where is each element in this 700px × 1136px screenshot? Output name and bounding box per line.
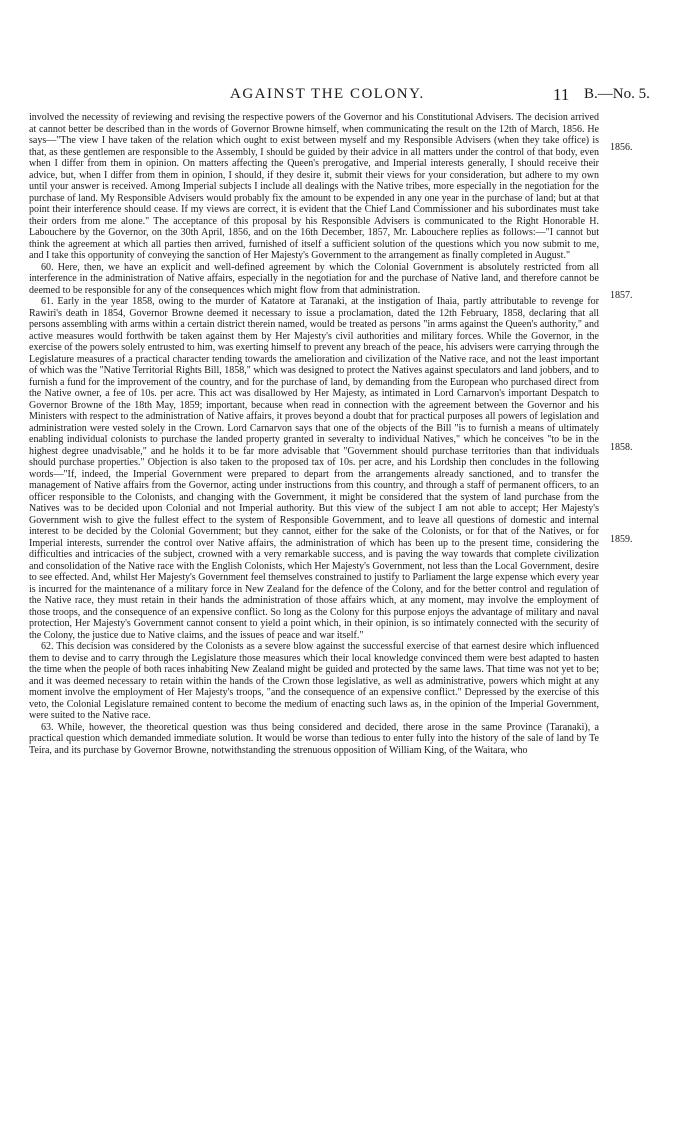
paragraph-63: 63. While, however, the theoretical question was thus being considered and decided, there arose in the same Province (Taranaki), a practical question which demanded immediate solution. It would be worse than tedious to enter fully into the history of the sale of land by Te Teira, and its purchase by Governor Browne, notwithstanding the strenuous opposition of William King, of the Waitara, who	[29, 721, 599, 756]
paragraph-62: 62. This decision was considered by the Colonists as a severe blow against the successful exercise of that earnest desire which influenced them to devise and to carry through the Legislature those measures which their local knowledge convinced them were best adapted to hasten the time when the people of both races inhabiting New Zealand might be guided and protected by the same laws. That time was not yet to be; and it was deemed necessary to retain within the hands of the Crown those legislative, as well as administrative, powers which might at any moment involve the employment of Her Majesty's troops, "and the consequence of an expensive conflict." Depressed by the exercise of this veto, the Colonial Legislature remained content to become the medium of enacting such laws as, in the opinion of the Imperial Government, were suited to the Native race.	[29, 641, 599, 721]
body-text	[29, 112, 599, 756]
running-title: AGAINST THE COLONY.	[230, 86, 425, 102]
page-number: 11	[553, 85, 570, 104]
paragraph-61: 61. Early in the year 1858, owing to the murder of Katatore at Taranaki, at the instigation of Ihaia, partly attributable to revenge for Rawiri's death in 1854, Governor Browne deemed it necessary to issue a proclamation, dated the 12th February, 1858, declaring that all persons assembling with arms within a certain district therein named, would be treated as persons "in arms against the Queen's authority," and active measures would forthwith be taken against them by Her Majesty's civil authorities and military forces. While the Governor, in the exercise of the powers solely entrusted to him, was exerting himself to prevent any breach of the peace, his advisers were carrying through the Legislature measures of a practical character tending towards the amelioration and civilization of the Native race, and not the least important of which was the "Native Territorial Rights Bill, 1858," which was designed to protect the Natives against speculators and land jobbers, and to furnish a fund for the improvement of the country, and for the purchase of land, by demanding from the European who purchased direct from the Native owner, a fee of 10s. per acre. This act was disallowed by Her Majesty, as intimated in Lord Carnarvon's important Despatch to Governor Browne of the 18th May, 1859; important, because when read in connection with the agreement between the Governor and his Ministers with respect to the administration of Native affairs, it proves beyond a doubt that for practical purposes all powers of legislation and administration were vested solely in the Crown. Lord Carnarvon says that one of the objects of the Bill "is to furnish a means of ultimately enabling individual colonists to purchase the landed property granted in severalty to individual Natives," which he conceives "to be in the highest degree unadvisable," and he holds it to be far more advisable that "Government should purchase territories than that individuals should purchase properties." Objection is also taken to the proposed tax of 10s. per acre, and his Lordship then concludes in the following words—"If, indeed, the Imperial Government were prepared to depart from the arrangements already sanctioned, and to transfer the management of Native affairs from the Governor, acting under instructions from this country, and through a staff of permanent officers, to an officer responsible to the Colonists, and changing with the Government, it might be considered that the system of land purchase from the Natives was to be decided upon Colonial and not Imperial authority. But this view of the subject I am not able to accept; Her Majesty's Government wish to give the fullest effect to the system of Responsible Government, and to leave all questions of domestic and internal interest to be decided by the Colonial Government; but they cannot, either for the sake of the Colonists, or for that of the Natives, or for Imperial interests, surrender the control over Native affairs, the administration of which has been up to the present time, considering the difficulties and intricacies of the subject, crowned with a very remarkable success, and is paving the way towards that complete civilization and consolidation of the Native race with the English Colonists, which Her Majesty's Government, not less than the Local Government, desire to see effected. And, whilst Her Majesty's Government feel themselves constrained to justify to Parliament the large expense which every year is incurred for the maintenance of a military force in New Zealand for the defence of the Colony, and for the better control and regulation of the Native race, they must retain in their hands the administration of those affairs which, at any moment, may involve the employment of those troops, and the consequence of an expensive conflict. So long as the Colony for this purpose enjoys the advantage of military and naval protection, Her Majesty's Government cannot consent to yield a point which, in their opinion, is so intimately connected with the security of the Colony, the justice due to Native claims, and the issues of peace and war itself."	[29, 296, 599, 641]
paragraph-60: 60. Here, then, we have an explicit and well-defined agreement by which the Colonial Government is absolutely restricted from all interference in the administration of Native affairs, especially in the negotiation for and the purchase of Native land, and therefore cannot be deemed to be responsible for any of the consequences which might flow from that administration.	[29, 261, 599, 296]
margin-year: 1856.	[610, 142, 633, 153]
margin-year: 1857.	[610, 290, 633, 301]
document-reference: B.—No. 5.	[584, 86, 650, 102]
margin-year: 1859.	[610, 534, 633, 545]
page-header	[0, 86, 700, 106]
margin-year: 1858.	[610, 442, 633, 453]
paragraph-continued: involved the necessity of reviewing and revising the respective powers of the Governor and his Constitutional Advisers. The decision arrived at cannot better be described than in the words of Governor Browne himself, when communicating the result on the 12th of March, 1856. He says—"The view I have taken of the relation which ought to exist between myself and my Responsible Advisers (when they take office) is that, as these gentlemen are responsible to the Assembly, I should be guided by their advice in all matters under the control of that body, even when I differ from them in opinion. On matters affecting the Queen's prerogative, and Imperial interests generally, I should receive their advice, but, when I differ from them in opinion, I should, if they desire it, submit their views for your consideration, but adhere to my own until your answer is received. Among Imperial subjects I include all dealings with the Native tribes, more especially in the negotiation for the purchase of land. My Responsible Advisers would probably fix the amount to be expended in any one year in the purchase of land; but at that point their interference should cease. If my views are correct, it is evident that the Chief Land Commissioner and his subordinates must take their orders from me alone." The acceptance of this proposal by his Responsible Advisers is communicated to the Right Honorable H. Labouchere by the Governor, on the 30th April, 1856, and on the 16th December, 1857, Mr. Labouchere replies as follows:—"I cannot but think the agreement at which all parties then arrived, furnished of itself a sufficient solution of the questions which you now submit to me, and I take this opportunity of conveying the sanction of Her Majesty's Government to the arrangement as finally completed in August."	[29, 112, 599, 261]
